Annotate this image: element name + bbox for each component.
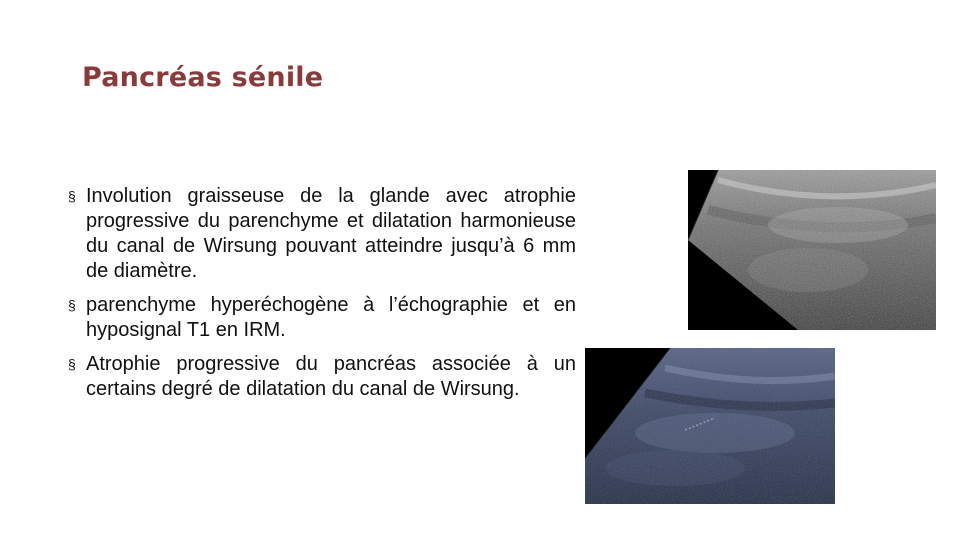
bullet-text-1: Involution graisseuse de la glande avec atrophie progressive du parenchyme et dilatation harmonieuse du canal de Wirsung pouvant atteindre jusqu’à 6 mm de diamètre. (86, 185, 576, 282)
ultrasound-image-1 (688, 170, 936, 330)
bullet-list (64, 184, 576, 411)
bullet-item-1 (64, 184, 576, 284)
bullet-marker-icon: § (68, 356, 76, 372)
bullet-text-3: Atrophie progressive du pancréas associée à un certains degré de dilatation du canal de Wirsung. (86, 353, 576, 400)
bullet-item-2 (64, 293, 576, 343)
bullet-marker-icon: § (68, 188, 76, 204)
bullet-text-2: parenchyme hyperéchogène à l’échographie et en hyposignal T1 en IRM. (86, 294, 576, 341)
ultrasound-image-2 (585, 348, 835, 504)
bullet-marker-icon: § (68, 297, 76, 313)
slide-title: Pancréas sénile (82, 62, 324, 93)
bullet-item-3 (64, 352, 576, 402)
